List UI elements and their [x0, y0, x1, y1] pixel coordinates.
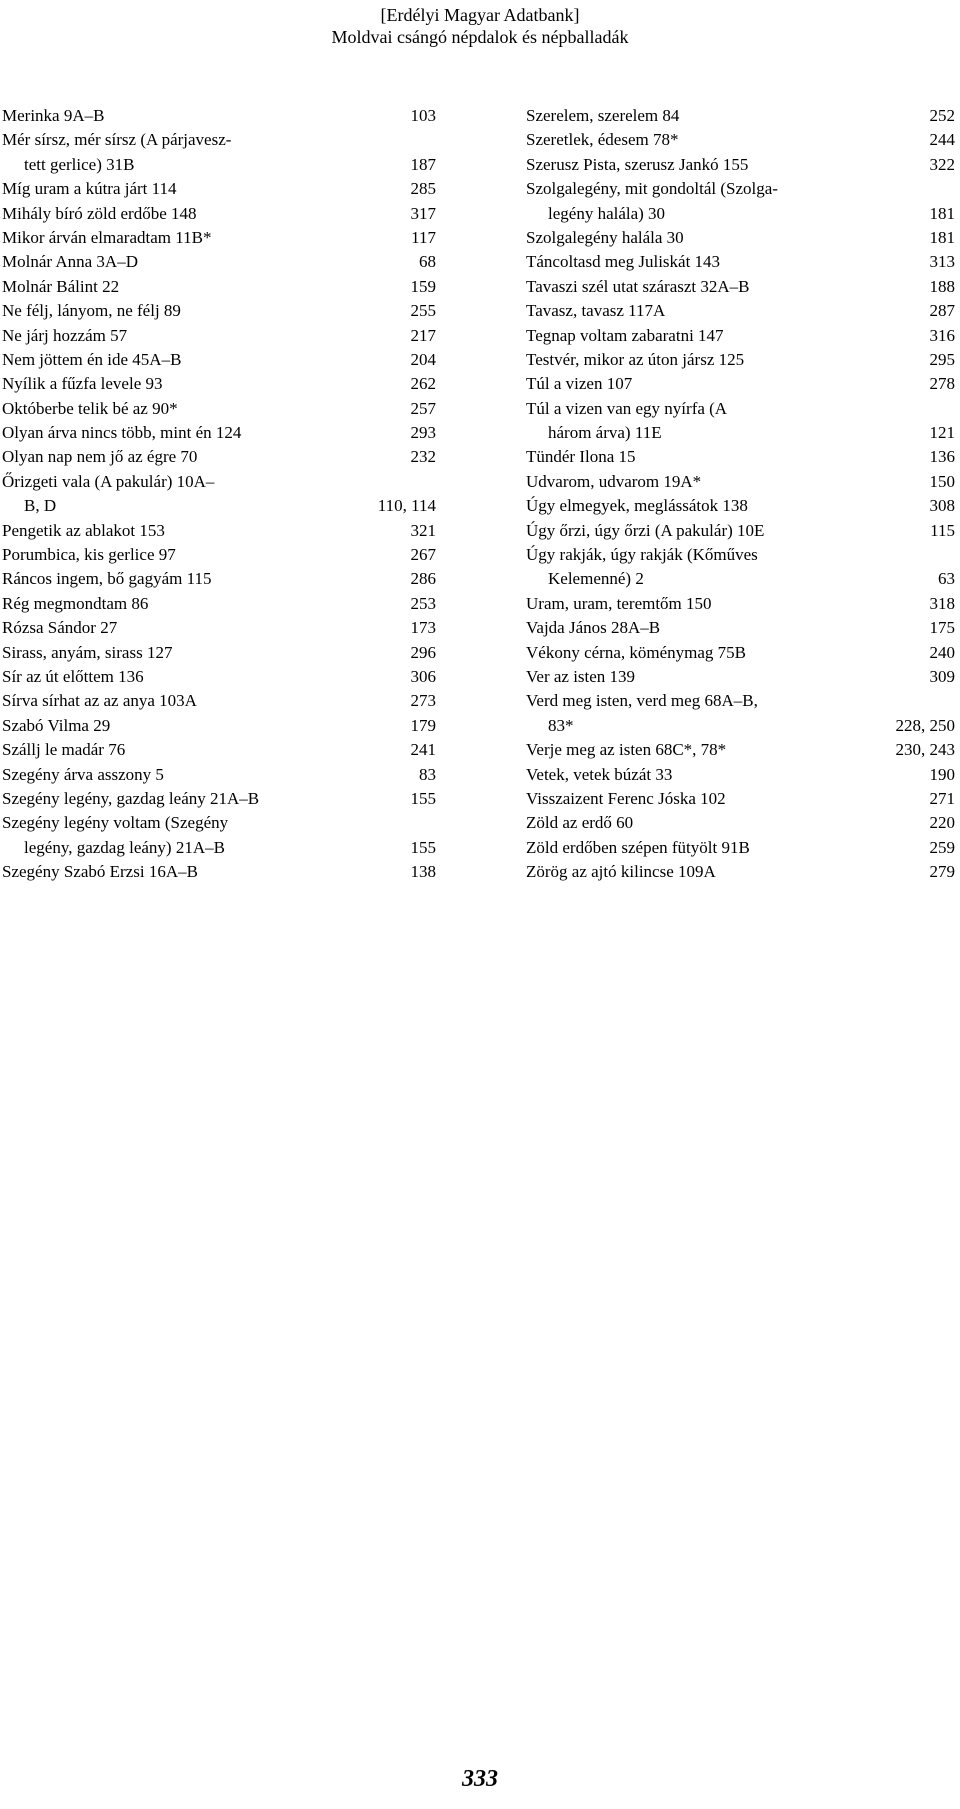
entry-page-number: 175 [929, 618, 955, 638]
index-entry [2, 592, 436, 616]
entry-line [526, 641, 955, 665]
index-entry [2, 811, 436, 860]
entry-title: Ne járj hozzám 57 [2, 325, 128, 345]
entry-line [2, 641, 436, 665]
index-entry [526, 299, 955, 323]
entry-page-number: 121 [929, 423, 955, 443]
entry-title: 83* [548, 715, 574, 735]
entry-line [2, 445, 436, 469]
entry-line [526, 153, 955, 177]
index-entry [526, 494, 955, 518]
index-entry [2, 397, 436, 421]
index-entry [2, 372, 436, 396]
index-entry [526, 397, 955, 446]
entry-page-number: 68 [419, 252, 436, 272]
index-entry [2, 177, 436, 201]
entry-page-number: 286 [410, 569, 436, 589]
entry-title: Vajda János 28A–B [526, 618, 661, 638]
index-entry [526, 689, 955, 738]
index-column-left [2, 104, 436, 885]
entry-line [526, 226, 955, 250]
entry-page-number: 278 [929, 374, 955, 394]
index-entry [526, 153, 955, 177]
entry-title: Tavaszi szél utat száraszt 32A–B [526, 276, 750, 296]
entry-title: Verje meg az isten 68C*, 78* [526, 740, 727, 760]
entry-title: Molnár Anna 3A–D [2, 252, 138, 272]
entry-page-number: 241 [410, 740, 436, 760]
entry-line [2, 324, 436, 348]
entry-line [2, 348, 436, 372]
index-entry [526, 226, 955, 250]
entry-line-continuation [2, 153, 436, 177]
entry-title: Szegény legény voltam (Szegény [2, 813, 229, 833]
entry-page-number: 255 [410, 301, 436, 321]
index-entry [2, 689, 436, 713]
entry-page-number: 321 [410, 520, 436, 540]
entry-line-continuation [2, 836, 436, 860]
entry-title: Uram, uram, teremtőm 150 [526, 593, 712, 613]
index-entry [2, 787, 436, 811]
entry-line [526, 250, 955, 274]
entry-page-number: 155 [410, 788, 436, 808]
entry-title: Szegény legény, gazdag leány 21A–B [2, 788, 260, 808]
entry-line [2, 763, 436, 787]
entry-title: Ne félj, lányom, ne félj 89 [2, 301, 181, 321]
entry-line [526, 689, 955, 713]
entry-title: Úgy rakják, úgy rakják (Kőműves [526, 545, 758, 565]
index-entry [2, 763, 436, 787]
index-entry [526, 738, 955, 762]
entry-line [526, 372, 955, 396]
index-entry [2, 519, 436, 543]
entry-title: Kelemenné) 2 [548, 569, 644, 589]
entry-title: Visszaizent Ferenc Jóska 102 [526, 788, 726, 808]
entry-title: Nem jöttem én ide 45A–B [2, 349, 182, 369]
entry-line [2, 860, 436, 884]
entry-title: Testvér, mikor az úton jársz 125 [526, 349, 745, 369]
entry-line [526, 860, 955, 884]
entry-page-number: 155 [410, 837, 436, 857]
entry-line [526, 519, 955, 543]
entry-line-continuation [2, 494, 436, 518]
index-entry [526, 348, 955, 372]
index-entry [2, 641, 436, 665]
entry-page-number: 232 [410, 447, 436, 467]
entry-page-number: 136 [929, 447, 955, 467]
index-entry [526, 641, 955, 665]
entry-page-number: 220 [929, 813, 955, 833]
entry-page-number: 316 [929, 325, 955, 345]
index-column-right [526, 104, 955, 885]
entry-title: Tegnap voltam zabaratni 147 [526, 325, 724, 345]
index-entry [2, 445, 436, 469]
index-entry [2, 226, 436, 250]
entry-title: Rózsa Sándor 27 [2, 618, 118, 638]
entry-line [2, 689, 436, 713]
entry-line-continuation [526, 567, 955, 591]
index-entry [526, 811, 955, 835]
entry-title: Októberbe telik bé az 90* [2, 398, 178, 418]
index-entry [526, 787, 955, 811]
entry-page-number: 273 [410, 691, 436, 711]
entry-line [2, 665, 436, 689]
entry-title: Udvarom, udvarom 19A* [526, 471, 702, 491]
entry-page-number: 173 [410, 618, 436, 638]
entry-line [526, 445, 955, 469]
entry-title: Szolgalegény, mit gondoltál (Szolga- [526, 179, 778, 199]
entry-page-number: 296 [410, 642, 436, 662]
entry-page-number: 217 [410, 325, 436, 345]
entry-title: Rég megmondtam 86 [2, 593, 149, 613]
entry-line [2, 372, 436, 396]
entry-page-number: 63 [938, 569, 955, 589]
entry-page-number: 204 [410, 349, 436, 369]
index-entry [2, 714, 436, 738]
entry-page-number: 287 [929, 301, 955, 321]
entry-page-number: 271 [929, 788, 955, 808]
index-entry [526, 177, 955, 226]
entry-page-number: 267 [410, 545, 436, 565]
entry-line [526, 616, 955, 640]
index-entry [526, 445, 955, 469]
index-entry [2, 738, 436, 762]
entry-line [526, 324, 955, 348]
index-entry [2, 275, 436, 299]
entry-title: Zöld az erdő 60 [526, 813, 634, 833]
entry-line [2, 177, 436, 201]
index-entry [526, 372, 955, 396]
entry-line [2, 519, 436, 543]
entry-title: Szerelem, szerelem 84 [526, 106, 680, 125]
entry-title: Nyílik a fűzfa levele 93 [2, 374, 163, 394]
entry-line [526, 836, 955, 860]
index-entry [526, 470, 955, 494]
index-entry [2, 104, 436, 128]
entry-line [526, 275, 955, 299]
entry-title: Őrizgeti vala (A pakulár) 10A– [2, 471, 215, 491]
entry-title: Zöld erdőben szépen fütyölt 91B [526, 837, 750, 857]
entry-title: Zörög az ajtó kilincse 109A [526, 862, 716, 882]
entry-title: Míg uram a kútra járt 114 [2, 179, 177, 199]
entry-line [2, 226, 436, 250]
entry-title: Merinka 9A–B [2, 106, 105, 125]
entry-line [526, 665, 955, 689]
entry-title: Szállj le madár 76 [2, 740, 126, 760]
index-entry [526, 324, 955, 348]
entry-line-continuation [526, 421, 955, 445]
entry-page-number: 115 [930, 520, 955, 540]
entry-line [2, 250, 436, 274]
index-entry [2, 324, 436, 348]
entry-title: Mihály bíró zöld erdőbe 148 [2, 203, 197, 223]
entry-page-number: 318 [929, 593, 955, 613]
entry-page-number: 293 [410, 423, 436, 443]
index-entry [526, 128, 955, 152]
index-entry [2, 202, 436, 226]
entry-line [2, 128, 436, 152]
entry-title: Verd meg isten, verd meg 68A–B, [526, 691, 758, 711]
entry-page-number: 295 [929, 349, 955, 369]
entry-line [526, 543, 955, 567]
index-entry [526, 543, 955, 592]
entry-title: Sirass, anyám, sirass 127 [2, 642, 173, 662]
entry-title: Olyan nap nem jő az égre 70 [2, 447, 198, 467]
entry-line [526, 397, 955, 421]
index-entry [2, 128, 436, 177]
page-header [0, 4, 960, 48]
index-entry [2, 860, 436, 884]
entry-title: Sírva sírhat az az anya 103A [2, 691, 197, 711]
entry-line [2, 714, 436, 738]
entry-title: Túl a vizen 107 [526, 374, 633, 394]
entry-title: legény, gazdag leány) 21A–B [24, 837, 225, 857]
entry-page-number: 279 [929, 862, 955, 882]
entry-title: Szolgalegény halála 30 [526, 227, 684, 247]
entry-page-number: 322 [929, 154, 955, 174]
entry-line [526, 738, 955, 762]
entry-page-number: 257 [410, 398, 436, 418]
entry-page-number: 138 [410, 862, 436, 882]
entry-page-number: 262 [410, 374, 436, 394]
entry-page-number: 308 [929, 496, 955, 516]
entry-title: Szabó Vilma 29 [2, 715, 111, 735]
index-entry [526, 104, 955, 128]
header-title: [Erdélyi Magyar Adatbank] [380, 5, 580, 25]
entry-title: Pengetik az ablakot 153 [2, 520, 165, 540]
entry-page-number: 253 [410, 593, 436, 613]
entry-page-number: 259 [929, 837, 955, 857]
entry-line [2, 616, 436, 640]
entry-line [526, 787, 955, 811]
index-entry [526, 250, 955, 274]
entry-page-number: 103 [410, 106, 436, 125]
entry-line [526, 494, 955, 518]
entry-line [526, 348, 955, 372]
entry-page-number: 159 [410, 276, 436, 296]
entry-line [526, 177, 955, 201]
entry-page-number: 117 [411, 227, 436, 247]
entry-title: Ver az isten 139 [526, 666, 636, 686]
entry-title: Úgy őrzi, úgy őrzi (A pakulár) 10E [526, 520, 765, 540]
entry-page-number: 285 [410, 179, 436, 199]
entry-page-number: 252 [929, 106, 955, 125]
entry-line [526, 763, 955, 787]
index-entry [526, 665, 955, 689]
index-entry [526, 860, 955, 884]
index-entry [2, 543, 436, 567]
entry-page-number: 181 [929, 227, 955, 247]
entry-line [2, 275, 436, 299]
index-entry [2, 470, 436, 519]
entry-page-number: 313 [929, 252, 955, 272]
index-entry [2, 250, 436, 274]
entry-page-number: 230, 243 [895, 740, 955, 760]
entry-line [2, 811, 436, 835]
entry-line [2, 104, 436, 128]
entry-page-number: 228, 250 [895, 715, 955, 735]
entry-title: Mér sírsz, mér sírsz (A párjavesz- [2, 130, 232, 150]
entry-title: Táncoltasd meg Juliskát 143 [526, 252, 721, 272]
entry-line [2, 543, 436, 567]
header-subtitle: Moldvai csángó népdalok és népballadák [331, 27, 629, 47]
entry-page-number: 190 [929, 764, 955, 784]
index-entry [526, 763, 955, 787]
entry-line [526, 470, 955, 494]
index-entry [526, 836, 955, 860]
entry-line [2, 299, 436, 323]
entry-title: B, D [24, 496, 57, 516]
index-entry [526, 275, 955, 299]
entry-title: tett gerlice) 31B [24, 154, 135, 174]
entry-title: Vetek, vetek búzát 33 [526, 764, 673, 784]
entry-line [526, 811, 955, 835]
entry-page-number: 83 [419, 764, 436, 784]
entry-title: Mikor árván elmaradtam 11B* [2, 227, 212, 247]
entry-page-number: 181 [929, 203, 955, 223]
entry-title: Porumbica, kis gerlice 97 [2, 545, 176, 565]
entry-page-number: 188 [929, 276, 955, 296]
entry-title: legény halála) 30 [548, 203, 666, 223]
entry-title: Olyan árva nincs több, mint én 124 [2, 423, 242, 443]
index-entry [2, 616, 436, 640]
entry-line [526, 104, 955, 128]
entry-page-number: 317 [410, 203, 436, 223]
entry-title: Úgy elmegyek, meglássátok 138 [526, 496, 748, 516]
entry-page-number: 187 [410, 154, 436, 174]
entry-title: Tavasz, tavasz 117A [526, 301, 666, 321]
entry-title: Tündér Ilona 15 [526, 447, 636, 467]
entry-title: Szeretlek, édesem 78* [526, 130, 679, 150]
entry-title: Molnár Bálint 22 [2, 276, 120, 296]
entry-title: Sír az út előttem 136 [2, 666, 144, 686]
entry-line [2, 470, 436, 494]
entry-line [2, 738, 436, 762]
index-entry [526, 616, 955, 640]
index-entry [526, 592, 955, 616]
entry-line [526, 592, 955, 616]
entry-line [2, 787, 436, 811]
entry-page-number: 309 [929, 666, 955, 686]
entry-line [526, 128, 955, 152]
entry-line [2, 202, 436, 226]
page-number: 333 [462, 1766, 498, 1792]
entry-page-number: 240 [929, 642, 955, 662]
entry-page-number: 150 [929, 471, 955, 491]
entry-line-continuation [526, 202, 955, 226]
entry-title: Túl a vizen van egy nyírfa (A [526, 398, 728, 418]
index-entry [2, 299, 436, 323]
entry-line-continuation [526, 714, 955, 738]
entry-title: három árva) 11E [548, 423, 662, 443]
entry-page-number: 179 [410, 715, 436, 735]
index-entry [526, 519, 955, 543]
index-entry [2, 665, 436, 689]
index-entry [2, 567, 436, 591]
index-entry [2, 348, 436, 372]
entry-page-number: 110, 114 [377, 496, 436, 516]
entry-line [2, 567, 436, 591]
entry-line [526, 299, 955, 323]
entry-page-number: 244 [929, 130, 955, 150]
entry-page-number: 306 [410, 666, 436, 686]
entry-line [2, 397, 436, 421]
entry-title: Szegény árva asszony 5 [2, 764, 164, 784]
entry-title: Szerusz Pista, szerusz Jankó 155 [526, 154, 749, 174]
entry-title: Vékony cérna, köménymag 75B [526, 642, 746, 662]
entry-line [2, 592, 436, 616]
entry-title: Szegény Szabó Erzsi 16A–B [2, 862, 198, 882]
index-entry [2, 421, 436, 445]
entry-title: Ráncos ingem, bő gagyám 115 [2, 569, 212, 589]
entry-line [2, 421, 436, 445]
